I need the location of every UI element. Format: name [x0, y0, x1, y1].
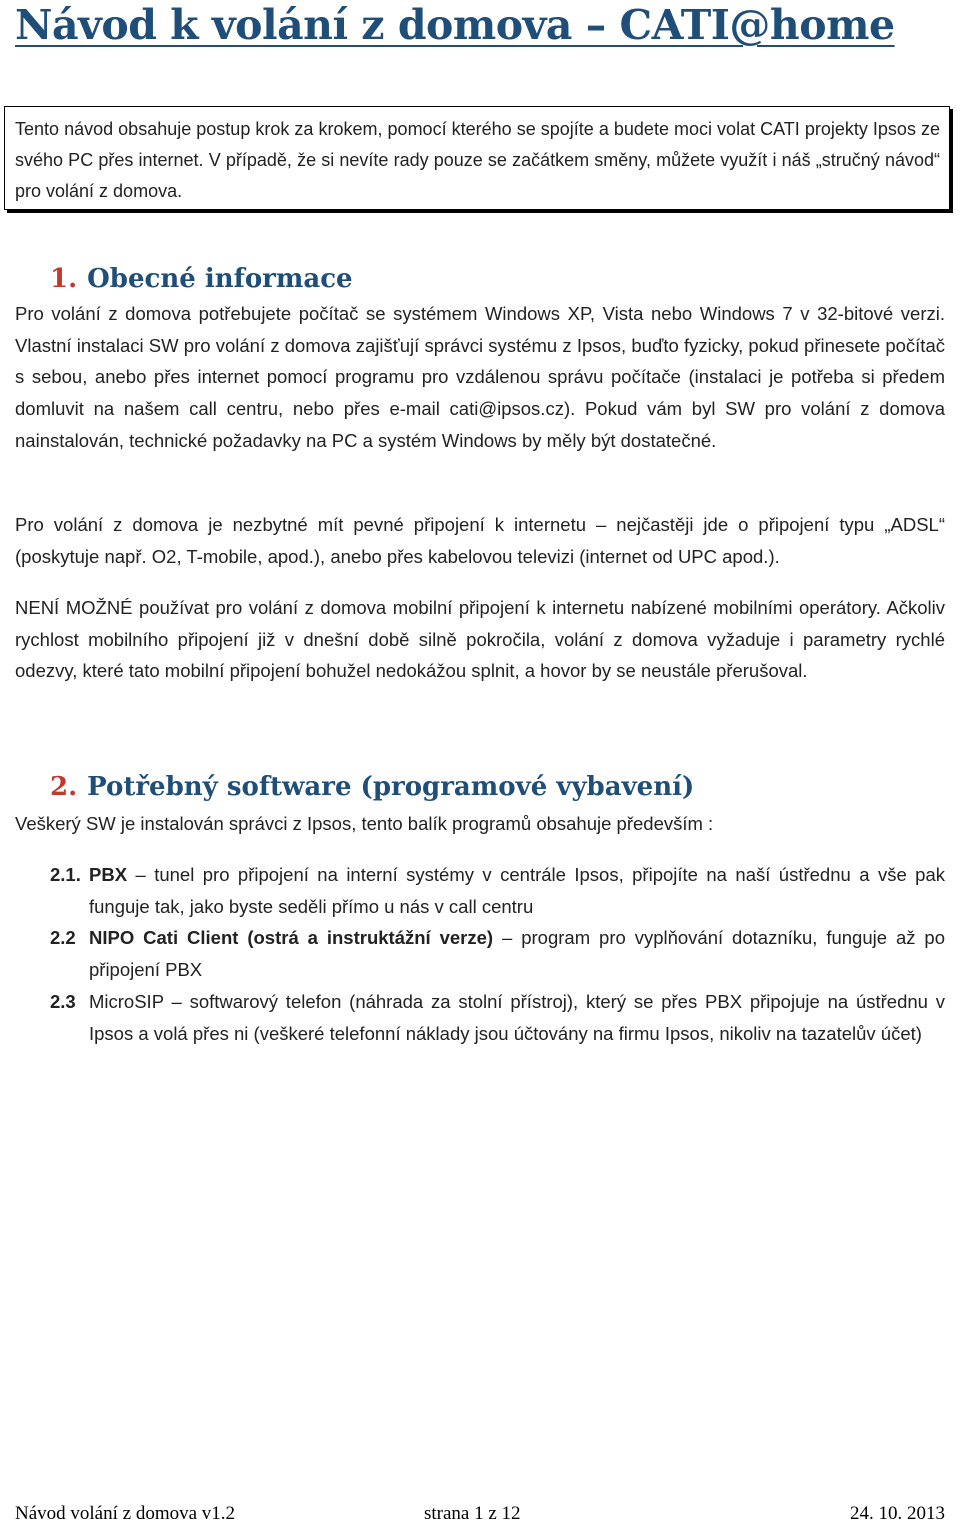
section-title: Obecné informace — [87, 264, 353, 294]
list-item-number: 2.2 — [50, 927, 76, 949]
page-title: Návod k volání z domova – CATI@home — [15, 1, 895, 49]
page-footer — [15, 1500, 945, 1528]
list-item — [50, 986, 945, 1049]
paragraph: NENÍ MOŽNÉ používat pro volání z domova mobilní připojení k internetu nabízené mobilními operátory. Ačkoliv rychlost mobilního připojení již v dnešní době silně pokročila, volání z domova vyžaduje i parametry rychlé odezvy, které tato mobilní připojení bohužel nedokážou splnit, a hovor by se neustále přerušoval. — [15, 597, 945, 682]
section-number: 2. — [50, 772, 78, 802]
list-item-text: – tunel pro připojení na interní systémy v centrále Ipsos, připojíte na naší ústřednu a vše pak funguje tak, jako byste seděli přímo u nás v call centru — [89, 864, 945, 917]
list-item-term: PBX — [89, 864, 128, 885]
section-heading-2 — [50, 770, 694, 804]
section-heading-1 — [50, 262, 353, 296]
footer-page-number: strana 1 z 12 — [424, 1503, 521, 1524]
list-item-number: 2.3 — [50, 990, 76, 1012]
paragraph: Pro volání z domova je nezbytné mít pevné připojení k internetu – nejčastěji jde o připojení typu „ADSL“ (poskytuje např. O2, T-mobile, apod.), anebo přes kabelovou televizi (internet od UPC apod.). — [15, 514, 945, 567]
list-item — [50, 859, 945, 922]
paragraph: Pro volání z domova potřebujete počítač se systémem Windows XP, Vista nebo Windows 7 v 32-bitové verzi. Vlastní instalaci SW pro volání z domova zajišťují správci systému z Ipsos, buďto fyzicky, pokud přinesete počítač s sebou, anebo přes internet pomocí programu pro vzdálenou správu počítače (instalaci je potřeba si předem domluvit na našem call centru, nebo přes e-mail cati@ipsos.cz). Pokud vám byl SW pro volání z domova nainstalován, technické požadavky na PC a systém Windows by měly být dostatečné. — [15, 303, 945, 451]
section-title: Potřebný software (programové vybavení) — [87, 772, 695, 802]
software-list — [50, 859, 945, 1049]
intro-box: Tento návod obsahuje postup krok za krokem, pomocí kterého se spojíte a budete moci volat CATI projekty Ipsos ze svého PC přes internet. V případě, že si nevíte rady pouze se začátkem směny, můžete využít i náš „stručný návod“ pro volání z domova. — [4, 106, 950, 210]
section-number: 1. — [50, 264, 78, 294]
list-item — [50, 922, 945, 985]
footer-doc-name: Návod volání z domova v1.2 — [15, 1503, 236, 1524]
list-item-text: – program pro vyplňování dotazníku, funguje až po připojení PBX — [89, 927, 945, 981]
list-item-number: 2.1. — [50, 864, 81, 885]
paragraph: Veškerý SW je instalován správci z Ipsos, tento balík programů obsahuje především : — [15, 813, 714, 834]
list-item-term: NIPO Cati Client (ostrá a instruktážní verze) — [89, 927, 494, 949]
list-item-text: MicroSIP – softwarový telefon (náhrada za stolní přístroj), který se přes PBX připojuje na ústřednu v Ipsos a volá přes ni (veškeré telefonní náklady jsou účtovány na firmu Ipsos, nikoliv na tazatelův účet) — [89, 990, 945, 1044]
footer-date: 24. 10. 2013 — [850, 1503, 945, 1524]
